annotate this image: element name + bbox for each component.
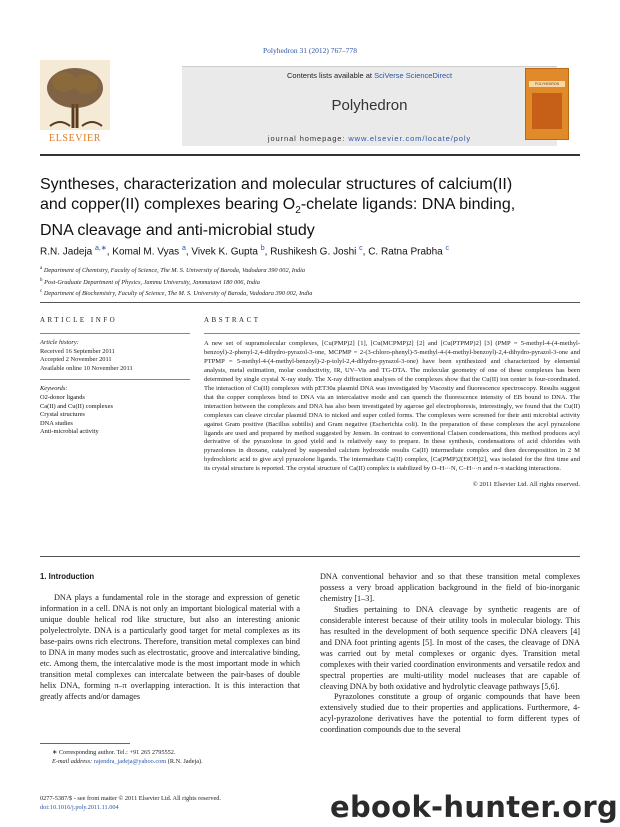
author: R.N. Jadeja [40,246,93,258]
paragraph: DNA plays a fundamental role in the storage and expression of genetic information in a cell. DNA is not only an important biological material with a unique double helical rod like structure, but also an interesting anionic polyelectrolyte. DNA is a particularly good target for metal complexes as its base-pairs owns rich electrons. Therefore, transition metal complexes can bind to DNA in many modes such as electrostatic, groove and intercalative binding, etc. Among them, the intercalative mode is the most important mode in which transition metal complexes can intercalate between the pair-bases of double helix DNA, forming π–π overlapping interaction. It is this interaction that greatly affects and/or damages [40,592,300,701]
affiliation: $^b$ Post-Graduate Department of Physics, Jammu University, Jammutawi 180 006, India [40,277,260,286]
issn: 0277-5387/$ - see front matter © 2011 Elsevier Ltd. All rights reserved. [40,795,221,802]
affiliations [40,264,580,299]
journal-banner [182,66,557,146]
author-list: R.N. Jadeja $^{a,∗}$, Komal M. Vyas $^a$, Vivek K. Gupta $^b$, Rushikesh G. Joshi $^c$, C. Ratna Prabha $^c$ [40,245,449,258]
keyword: DNA studies [40,419,73,427]
footnote-rule [40,743,130,744]
author-affiliation-mark[interactable]: a [181,245,186,252]
author: C. Ratna Prabha [368,246,443,258]
abstract-text: A new set of supramolecular complexes, [Cu(PMP)2] [1], [Cu(MCPMP)2] [2] and [Cu(PTPMP)2] [3] (PMP = 5-methyl-4-(4-methyl-benzoyl)-2-phenyl-2,4-dihydro-pyrazol-3-one, MCPMP = 2-(3-chloro-phenyl)-5-methyl-4-(4-methyl-benzoyl)-2,4-dihydro-pyrazol-3-one and PTPMP = 5-methyl-4-(4-methyl-benzoyl)-2-p-tolyl-2,4-dihydro-pyrazol-3-one) have been synthesized and characterized by elemental analysis, metal estimation, molar conductivity, IR, UV–Vis and TG-DTA. The molecular geometry of one of these complexes has been determined by single crystal X-ray study. The X-ray diffraction analyses of the complexes show that the Cu(II) ion center is four-coordinated. The interaction of Cu(II) complexes with pET30a plasmid DNA was investigated by Viscosity and fluorescence spectroscopy. Results suggest that the copper complexes bind to DNA via an intercalative mode and can quench the fluorescence intensity of EB bound to DNA. The interaction between the complexes and DNA has also been investigated by agarose gel electrophoresis, interestingly, we found that the Cu(II) complexes can cleave circular plasmid DNA to nicked and super coiled forms. The complexes were screened for their anti microbial activity against Gram positive (Bacillus subtilis) and Gram negative (Escherichia coli). In the preparation of these complexes the acyl pyrazolone ligands are used and prepared by method suggested by Jensen. In contrast to conventional Claisen condensations, this method produces acyl derivative of the pyrazolone in good yield and is relatively easy to prepare. In these synthesis, condensations of acid chlorides with pyrazolones in dioxane, catalyzed by suspended calcium hydroxide results Ca(II) intermediate complex and then decomposition in 2 M hydrochloric acid to give acyl pyrazolone ligands. The intermediate Ca(II) complex, [Ca(PMP)2(EtOH)2], was isolated for the first time and its crystal structure is reported. The crystal structure of Ca(II) complex is stabilized by O–H···N, C–H···π and π–π stacking interactions. [204,333,580,474]
paragraph: Studies pertaining to DNA cleavage by synthetic reagents are of considerable interest because of their utility tools in molecular biology. This has resulted in the development of both sequence specific DNA cleavers [4] and DNA foot printing agents [5]. In most of the cases, the cleavage of DNA was carried out by metal complexes or organic dyes. Transition metal complexes with their varied coordination environments and versatile redox and spectral properties are multi-utility model nucleases that are capable of cleaving DNA by both oxidative and hydrolytic cleavage pathways [5,6]. [320,604,580,691]
section-heading: 1. Introduction [40,572,95,581]
author-affiliation-mark[interactable]: b [260,245,265,252]
cover-title: POLYHEDRON [529,81,565,87]
author: Rushikesh G. Joshi [270,246,357,258]
publication-info [40,795,340,812]
keyword: O2-donor ligands [40,393,85,401]
keyword: Ca(II) and Cu(II) complexes [40,402,113,410]
sciencedirect-link[interactable]: SciVerse ScienceDirect [374,71,453,80]
journal-homepage: journal homepage: www.elsevier.com/locate/poly [267,134,472,143]
journal-citation[interactable]: Polyhedron 31 (2012) 767–778 [263,46,357,55]
author-affiliation-mark[interactable]: c [359,245,363,252]
affiliation: $^c$ Department of Biochemistry, Faculty of Science, The M. S. University of Baroda, Vadodara 390 002, India [40,289,313,298]
keyword: Anti-microbial activity [40,428,99,436]
author-affiliation-mark[interactable]: a,∗ [95,245,107,252]
paragraph: Pyrazolones constitute a group of organic compounds that have been extensively studied due to their properties and applications. Furthermore, 4-acyl-pyrazolone derivatives have the potential to form different types of coordination compounds due to the several [320,692,580,735]
contents-line: Contents lists available at SciVerse ScienceDirect [286,71,453,80]
body-column-left [40,572,300,702]
author: Komal M. Vyas [112,246,180,258]
corresponding-author-footnote: ∗ Corresponding author. Tel.: +91 265 2795552. E-mail address: rajendra_jadeja@yahoo.com (R.N. Jadeja). [40,743,300,766]
keyword: Crystal structures [40,411,85,419]
journal-name: Polyhedron [331,97,408,114]
article-history: Article history: Received 16 September 2011 Accepted 2 November 2011 Available online 10 November 2011 [40,333,190,373]
header-divider [40,154,580,156]
article-info [40,316,190,437]
email-link[interactable]: rajendra_jadeja@yahoo.com [93,758,167,765]
paragraph: DNA conventional behavior and so that these transition metal complexes possess a very broad application background in the field of bio-inorganic chemistry [1–3]. [320,572,580,603]
author-affiliation-mark[interactable]: c [445,245,449,252]
author: Vivek K. Gupta [191,246,258,258]
journal-header [40,60,580,152]
abstract-heading: ABSTRACT [204,316,261,324]
abstract-divider [40,556,580,557]
journal-cover-thumbnail [525,68,569,140]
abstract [204,316,580,488]
cover-image [532,93,562,129]
doi-link[interactable]: doi:10.1016/j.poly.2011.11.004 [40,803,119,811]
body-column-right [320,572,580,736]
homepage-link[interactable]: www.elsevier.com/locate/poly [348,134,472,143]
copyright: © 2011 Elsevier Ltd. All rights reserved. [472,481,580,489]
watermark: ebook-hunter.org [330,790,619,824]
article-title: Syntheses, characterization and molecular structures of calcium(II) and copper(II) complexes bearing $O_2$-chelate ligands: DNA binding, DNA cleavage and anti-microbial study [40,176,516,240]
affiliation-divider [40,302,580,303]
elsevier-wordmark: ELSEVIER [48,133,102,144]
keywords: Keywords: O2-donor ligands Ca(II) and Cu(II) complexes Crystal structures DNA studies Anti-microbial activity [40,379,190,437]
affiliation: $^a$ Department of Chemistry, Faculty of Science, The M. S. University of Baroda, Vadodara 390 002, India [40,266,306,275]
article-info-heading: ARTICLE INFO [40,316,118,324]
